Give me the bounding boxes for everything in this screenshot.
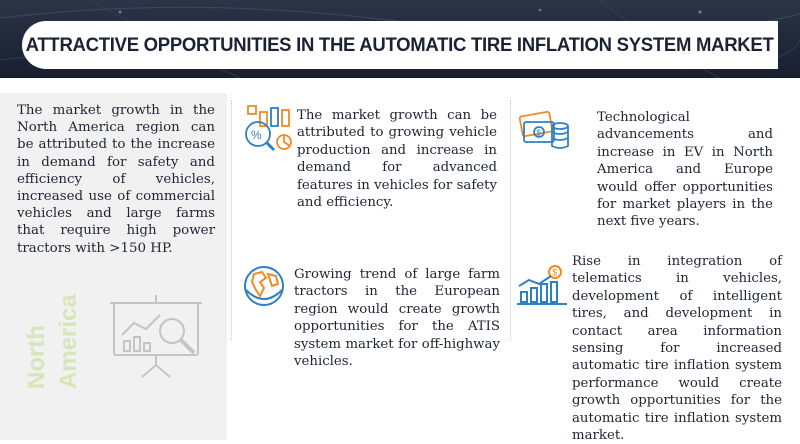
- card-text-technological-advancements: Technological advancements and increase in EV in North America and Europe would offer opportunities for market players in the next five years.: [597, 110, 773, 230]
- region-panel-text: The market growth in the North America region can be attributed to the increase in demand for safety and efficiency of vehicles, increased use of commercial vehicles and large farms that require high power tractors with >150 HP.: [17, 103, 215, 256]
- magnifier-chart-icon: [238, 104, 296, 154]
- card-text-telematics: Rise in integration of telematics in vehicles, development of intelligent tires, and development in contact area information sensing for increased automatic tire inflation system performance would create growth opportunities for the automatic tire inflation system market.: [572, 254, 782, 444]
- presentation-icon: [108, 293, 212, 379]
- card-text-vehicle-production: The market growth can be attributed to growing vehicle production and increase in demand for advanced features in vehicles for safety and efficiency.: [297, 108, 497, 211]
- page-title: ATTRACTIVE OPPORTUNITIES IN THE AUTOMATIC TIRE INFLATION SYSTEM MARKET: [26, 33, 774, 56]
- header-banner: [0, 0, 800, 78]
- svg-text:$: $: [536, 128, 541, 138]
- divider-left: [231, 100, 232, 340]
- globe-icon: [240, 262, 288, 310]
- svg-text:%: %: [251, 128, 262, 142]
- region-panel: [0, 93, 227, 440]
- region-label-line2: America: [55, 294, 82, 389]
- region-label-line1: North: [23, 325, 50, 389]
- divider-middle: [510, 100, 511, 340]
- money-coins-icon: [518, 108, 570, 152]
- svg-text:$: $: [552, 267, 558, 278]
- title-box: [22, 21, 778, 69]
- card-text-farm-tractors: Growing trend of large farm tractors in the European region would create growth opportunities for the ATIS system market for off-highway vehicles.: [294, 267, 500, 370]
- region-label: [14, 283, 90, 393]
- growth-chart-icon: [515, 264, 571, 306]
